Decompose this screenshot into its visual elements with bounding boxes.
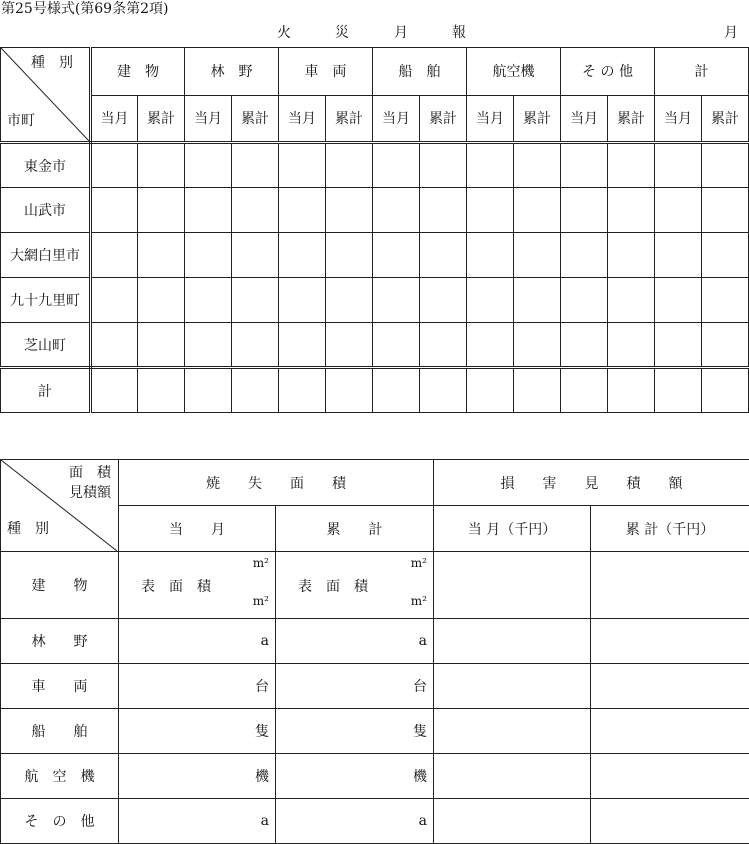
- data-cell[interactable]: [702, 188, 749, 233]
- sub-cumulative: 累 計: [276, 506, 434, 552]
- data-cell[interactable]: [373, 233, 420, 278]
- table-row: [1, 799, 749, 844]
- data-cell[interactable]: [608, 188, 655, 233]
- data-cell[interactable]: [91, 143, 138, 188]
- estimate-cell[interactable]: [434, 619, 591, 664]
- estimate-cell[interactable]: [591, 799, 749, 844]
- data-cell[interactable]: [702, 368, 749, 413]
- form-number: 第25号様式(第69条第2項): [1, 1, 169, 17]
- data-cell[interactable]: [420, 323, 467, 368]
- building-cumulative-cell[interactable]: [276, 552, 434, 619]
- table-row: [1, 143, 749, 188]
- area-cell[interactable]: [119, 799, 276, 844]
- unit-label: a: [418, 633, 427, 649]
- unit-label: a: [260, 813, 269, 829]
- data-cell[interactable]: [514, 188, 561, 233]
- data-cell[interactable]: [373, 188, 420, 233]
- data-cell[interactable]: [373, 323, 420, 368]
- data-cell[interactable]: [655, 188, 702, 233]
- title-char-3: 月: [394, 25, 408, 41]
- data-cell[interactable]: [467, 143, 514, 188]
- data-cell[interactable]: [138, 368, 185, 413]
- area-cell[interactable]: [276, 664, 434, 709]
- category-ship: 船 舶: [373, 48, 467, 96]
- unit-label: 隻: [413, 724, 427, 740]
- area-cell[interactable]: [119, 664, 276, 709]
- category-forest: 林 野: [185, 48, 279, 96]
- data-cell[interactable]: [326, 143, 373, 188]
- data-cell[interactable]: [420, 278, 467, 323]
- data-cell[interactable]: [91, 368, 138, 413]
- unit-label: 隻: [255, 724, 269, 740]
- data-cell[interactable]: [326, 188, 373, 233]
- corner-cell: [1, 48, 91, 143]
- row-label-building: 建 物: [1, 552, 119, 619]
- data-cell[interactable]: [655, 368, 702, 413]
- row-label: 車 両: [1, 664, 119, 709]
- burned-area-header: 焼 失 面 積: [119, 460, 434, 506]
- data-cell[interactable]: [467, 323, 514, 368]
- data-cell[interactable]: [279, 188, 326, 233]
- sub-header-current-month: 当月: [655, 95, 702, 143]
- data-cell[interactable]: [655, 143, 702, 188]
- data-cell[interactable]: [420, 143, 467, 188]
- data-cell[interactable]: [608, 368, 655, 413]
- data-cell[interactable]: [91, 233, 138, 278]
- data-cell[interactable]: [373, 143, 420, 188]
- sub-header-current-month: 当月: [279, 95, 326, 143]
- data-cell[interactable]: [138, 188, 185, 233]
- estimate-cell[interactable]: [591, 664, 749, 709]
- data-cell[interactable]: [232, 188, 279, 233]
- data-cell[interactable]: [279, 368, 326, 413]
- category-aircraft: 航空機: [467, 48, 561, 96]
- data-cell[interactable]: [232, 368, 279, 413]
- data-cell[interactable]: [467, 233, 514, 278]
- data-cell[interactable]: [420, 188, 467, 233]
- estimate-cell[interactable]: [591, 754, 749, 799]
- unit-label: 台: [413, 679, 427, 695]
- data-cell[interactable]: [655, 323, 702, 368]
- table-row: [1, 368, 749, 413]
- unit-label: a: [260, 633, 269, 649]
- row-label: 林 野: [1, 619, 119, 664]
- data-cell[interactable]: [561, 233, 608, 278]
- area-cell[interactable]: [119, 709, 276, 754]
- sub-cumulative-yen: 累 計（千円）: [591, 506, 749, 552]
- estimate-cell[interactable]: [591, 619, 749, 664]
- data-cell[interactable]: [185, 368, 232, 413]
- area-cell[interactable]: [276, 799, 434, 844]
- data-cell[interactable]: [232, 143, 279, 188]
- municipality-label: 芝山町: [1, 323, 91, 368]
- table-row: [1, 619, 749, 664]
- table-row: [1, 278, 749, 323]
- unit-label: 機: [255, 769, 269, 785]
- sub-header-current-month: 当月: [561, 95, 608, 143]
- data-cell[interactable]: [232, 278, 279, 323]
- data-cell[interactable]: [138, 323, 185, 368]
- data-cell[interactable]: [279, 323, 326, 368]
- table-row: [1, 188, 749, 233]
- data-cell[interactable]: [561, 278, 608, 323]
- corner-cell-2: [1, 460, 119, 552]
- data-cell[interactable]: [514, 368, 561, 413]
- data-cell[interactable]: [326, 233, 373, 278]
- unit-label: 機: [413, 769, 427, 785]
- table-row: [1, 754, 749, 799]
- surface-area-label: 表 面 積: [298, 579, 368, 595]
- category-building: 建 物: [91, 48, 185, 96]
- corner-top-label: 種 別: [31, 55, 73, 71]
- estimate-cell[interactable]: [591, 709, 749, 754]
- table-row: [1, 323, 749, 368]
- sqm-unit: m²: [252, 594, 269, 608]
- sqm-unit: m²: [252, 556, 269, 570]
- data-cell[interactable]: [420, 368, 467, 413]
- data-cell[interactable]: [326, 368, 373, 413]
- sub-header-cumulative: 累計: [608, 95, 655, 143]
- surface-area-label: 表 面 積: [141, 579, 211, 595]
- sub-header-cumulative: 累計: [420, 95, 467, 143]
- data-cell[interactable]: [702, 323, 749, 368]
- data-cell[interactable]: [185, 188, 232, 233]
- data-cell[interactable]: [702, 278, 749, 323]
- building-damage-current-cell[interactable]: [434, 552, 591, 619]
- data-cell[interactable]: [185, 233, 232, 278]
- data-cell[interactable]: [373, 368, 420, 413]
- corner-area-label: 面 積: [69, 465, 111, 481]
- unit-label: 台: [255, 679, 269, 695]
- category-total: 計: [655, 48, 749, 96]
- sub-header-cumulative: 累計: [326, 95, 373, 143]
- data-cell[interactable]: [373, 278, 420, 323]
- data-cell[interactable]: [91, 188, 138, 233]
- municipality-label: 東金市: [1, 143, 91, 188]
- monthly-report-table: [0, 47, 749, 413]
- corner-estimate-label: 見積額: [69, 485, 111, 501]
- data-cell[interactable]: [655, 278, 702, 323]
- data-cell[interactable]: [608, 278, 655, 323]
- data-cell[interactable]: [608, 143, 655, 188]
- category-other: そ の 他: [561, 48, 655, 96]
- data-cell[interactable]: [232, 323, 279, 368]
- area-cell[interactable]: [276, 619, 434, 664]
- title-char-4: 報: [452, 25, 466, 41]
- sub-header-cumulative: 累計: [232, 95, 279, 143]
- data-cell[interactable]: [608, 323, 655, 368]
- sub-header-cumulative: 累計: [702, 95, 749, 143]
- data-cell[interactable]: [702, 233, 749, 278]
- area-cell[interactable]: [119, 619, 276, 664]
- sub-header-current-month: 当月: [373, 95, 420, 143]
- data-cell[interactable]: [185, 143, 232, 188]
- estimate-cell[interactable]: [434, 664, 591, 709]
- data-cell[interactable]: [185, 323, 232, 368]
- title-char-2: 災: [335, 25, 349, 41]
- sqm-unit: m²: [410, 594, 427, 608]
- table-row: [1, 664, 749, 709]
- data-cell[interactable]: [279, 233, 326, 278]
- data-cell[interactable]: [561, 368, 608, 413]
- area-cell[interactable]: [119, 754, 276, 799]
- data-cell[interactable]: [467, 188, 514, 233]
- sub-current-month: 当 月: [119, 506, 276, 552]
- data-cell[interactable]: [138, 233, 185, 278]
- municipality-label: 山武市: [1, 188, 91, 233]
- data-cell[interactable]: [608, 233, 655, 278]
- data-cell[interactable]: [138, 278, 185, 323]
- sub-header-current-month: 当月: [467, 95, 514, 143]
- estimate-cell[interactable]: [434, 754, 591, 799]
- title-char-1: 火: [277, 25, 291, 41]
- building-current-cell[interactable]: [119, 552, 276, 619]
- estimate-cell[interactable]: [434, 799, 591, 844]
- table-row: [1, 233, 749, 278]
- category-vehicle: 車 両: [279, 48, 373, 96]
- data-cell[interactable]: [467, 368, 514, 413]
- data-cell[interactable]: [514, 278, 561, 323]
- data-cell[interactable]: [138, 143, 185, 188]
- data-cell[interactable]: [326, 323, 373, 368]
- data-cell[interactable]: [561, 323, 608, 368]
- row-label: 航 空 機: [1, 754, 119, 799]
- data-cell[interactable]: [561, 188, 608, 233]
- area-cell[interactable]: [276, 709, 434, 754]
- area-cell[interactable]: [276, 754, 434, 799]
- data-cell[interactable]: [467, 278, 514, 323]
- data-cell[interactable]: [326, 278, 373, 323]
- sub-header-current-month: 当月: [91, 95, 138, 143]
- month-label: 月: [724, 25, 738, 41]
- table-row: [1, 709, 749, 754]
- estimate-cell[interactable]: [434, 709, 591, 754]
- corner-type-label: 種 別: [7, 521, 49, 537]
- sub-header-cumulative: 累計: [138, 95, 185, 143]
- data-cell[interactable]: [702, 143, 749, 188]
- municipality-label: 九十九里町: [1, 278, 91, 323]
- sub-current-month-yen: 当 月（千円）: [434, 506, 591, 552]
- sqm-unit: m²: [410, 556, 427, 570]
- damage-table: [0, 459, 749, 844]
- sub-header-current-month: 当月: [185, 95, 232, 143]
- data-cell[interactable]: [232, 233, 279, 278]
- row-label: 船 舶: [1, 709, 119, 754]
- building-damage-cumulative-cell[interactable]: [591, 552, 749, 619]
- data-cell[interactable]: [91, 278, 138, 323]
- municipality-label: 大網白里市: [1, 233, 91, 278]
- total-row-label: 計: [1, 368, 91, 413]
- data-cell[interactable]: [514, 233, 561, 278]
- damage-estimate-header: 損 害 見 積 額: [434, 460, 749, 506]
- data-cell[interactable]: [185, 278, 232, 323]
- data-cell[interactable]: [279, 278, 326, 323]
- unit-label: a: [418, 813, 427, 829]
- sub-header-cumulative: 累計: [514, 95, 561, 143]
- data-cell[interactable]: [514, 323, 561, 368]
- corner-bottom-label: 市町: [7, 113, 35, 129]
- row-label: そ の 他: [1, 799, 119, 844]
- data-cell[interactable]: [655, 233, 702, 278]
- data-cell[interactable]: [561, 143, 608, 188]
- data-cell[interactable]: [279, 143, 326, 188]
- data-cell[interactable]: [514, 143, 561, 188]
- data-cell[interactable]: [420, 233, 467, 278]
- data-cell[interactable]: [91, 323, 138, 368]
